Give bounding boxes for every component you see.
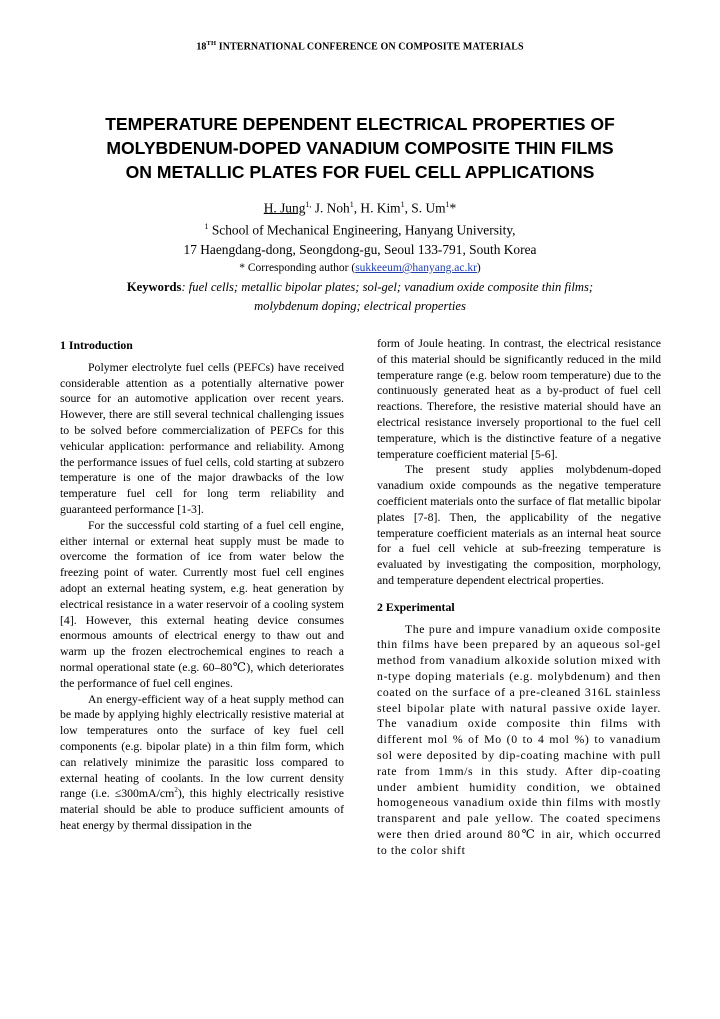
- intro-paragraph-3a: An energy-efficient way of a heat supply method can be made by applying highly electrically resistive material at low temperatures onto the surface of key fuel cell components (e.g. bipolar plate) in a thin film form, which can relatively minimize the parasitic loss compared to external heating of coolants. In the low current density range (i.e. ≤300mA/cm: [60, 691, 344, 801]
- keywords-text-2: molybdenum doping; electrical properties: [254, 299, 466, 313]
- intro-paragraph-4: The present study applies molybdenum-doped vanadium oxide compounds as the negative temperature coefficient materials onto the surface of flat metallic bipolar plates [7-8]. Then, the applicability of the negative temperature coefficient materials as an internal heat source for a fuel cell vehicle at sub-freezing temperature is evaluated by investigating the composition, morphology, and temperature dependent electrical properties.: [377, 462, 661, 587]
- experimental-paragraph-1: The pure and impure vanadium oxide composite thin films have been prepared by an aqueous sol-gel method from vanadium alkoxide solution mixed with n-type doping materials (e.g. molybdenum) and then coated on the surface of a pre-cleaned 316L stainless steel bipolar plate with natural passive oxide layer. The vanadium oxide composite thin films with different mol % of Mo (0 to 4 mol %) to vanadium sol were deposited by dip-coating machine with pull rate from 1mm/s in this study. After dip-coating under ambient humidity condition, we obtained homogeneous vanadium oxide thin films with mostly transparent and pale yellow. The coated specimens were then dried around 80℃ in air, which occurred to the color shift: [377, 621, 661, 857]
- author-2-affil: 1: [349, 200, 354, 209]
- affiliation-line-1: [0, 217, 720, 239]
- author-4-affil: 1: [445, 200, 450, 209]
- email-link[interactable]: sukkeeum@hanyang.ac.kr: [355, 261, 477, 274]
- author-1-affil: 1,: [305, 200, 312, 209]
- header-conference-name: INTERNATIONAL CONFERENCE ON COMPOSITE MATERIALS: [216, 41, 524, 53]
- corresponding-mark: *: [449, 200, 457, 216]
- corresponding-prefix: * Corresponding author (: [239, 261, 356, 274]
- title-line-2: MOLYBDENUM-DOPED VANADIUM COMPOSITE THIN FILMS: [106, 138, 614, 158]
- corresponding-suffix: ): [476, 261, 481, 274]
- keywords-label: Keywords: [126, 280, 182, 294]
- author-3: , H. Kim: [353, 200, 401, 216]
- corresponding-author: [0, 259, 720, 278]
- intro-paragraph-3-continued: form of Joule heating. In contrast, the electrical resistance of this material should be significantly reduced in the mild temperature range (e.g. below room temperature) due to the continuously generated heat as a by-product of fuel cell reactions. Therefore, the resistive material should have an electrical resistance inversely proportional to the fuel cell temperature, which is the distinctive feature of a negative temperature coefficient material [5-6].: [377, 336, 661, 461]
- paper-title: [40, 112, 680, 184]
- superscript: 2: [174, 786, 178, 795]
- author-4: , S. Um: [404, 200, 446, 216]
- affiliation-line-2: 17 Haengdang-dong, Seongdong-gu, Seoul 133-791, South Korea: [183, 241, 537, 257]
- author-block: [0, 195, 720, 278]
- keywords-block: [80, 278, 640, 316]
- author-1: H. Jung: [263, 200, 306, 216]
- keywords-text: : fuel cells; metallic bipolar plates; sol-gel; vanadium oxide composite thin films;: [181, 280, 594, 294]
- section-heading-experimental: 2 Experimental: [377, 599, 455, 614]
- author-list: [0, 195, 720, 217]
- header-ordinal-suffix: TH: [206, 40, 217, 47]
- title-line-1: TEMPERATURE DEPENDENT ELECTRICAL PROPERTIES OF: [105, 114, 615, 134]
- intro-paragraph-3b: ), this highly electrically resistive material should be able to produce sufficient amounts of heat energy by thermal dissipation in the: [60, 786, 345, 832]
- header-ordinal: 18: [196, 41, 207, 53]
- section-heading-introduction: 1 Introduction: [60, 338, 133, 352]
- author-3-affil: 1: [400, 200, 405, 209]
- intro-paragraph-3: [60, 692, 344, 834]
- left-column: [60, 338, 344, 834]
- right-column: [377, 336, 661, 859]
- affiliation-text-1: School of Mechanical Engineering, Hanyang University,: [208, 222, 516, 238]
- affiliation-number: 1: [204, 222, 209, 232]
- intro-paragraph-2: For the successful cold starting of a fuel cell engine, either internal or external heat supply must be made to overcome the formation of ice from water below the freezing point of water. Currently most fuel cell engines adopt an external heating system, e.g. heat generation by electrical resistance in a water reservoir of a cooling system [4]. However, this external heating device consumes enormous amounts of electrical energy to thaw out and warm up the frozen electrochemical engines to reach a normal operational state (e.g. 60–80℃), which deteriorates the performance of fuel cell engines.: [60, 517, 344, 690]
- author-2: J. Noh: [311, 200, 350, 216]
- intro-paragraph-1: Polymer electrolyte fuel cells (PEFCs) have received considerable attention as a potentially alternative power source for an automotive application over recent years. However, there are still several technical challenging issues to be solved before commercialization of PEFCs for this vehicular application: performance and reliability. Among the performance issues of fuel cells, cold starting at subzero temperature is one of the major drawbacks of the low temperature fuel cell for long term reliability and guaranteed performance [1-3].: [60, 359, 344, 516]
- conference-header: [0, 40, 720, 52]
- title-line-3: ON METALLIC PLATES FOR FUEL CELL APPLICATIONS: [125, 162, 595, 182]
